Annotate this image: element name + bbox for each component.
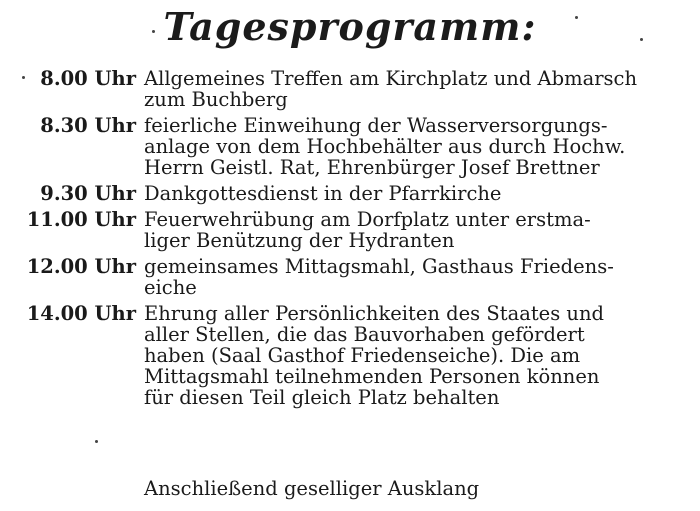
entry-line: liger Benützung der Hydranten <box>144 229 455 252</box>
entry-line: Allgemeines Treffen am Kirchplatz und Abmarsch <box>144 67 638 90</box>
print-speck <box>152 30 155 33</box>
entry-line: Herrn Geistl. Rat, Ehrenbürger Josef Brettner <box>144 156 600 179</box>
program-entries <box>14 68 694 413</box>
program-entry <box>14 303 694 408</box>
closing-line: Anschließend geselliger Ausklang <box>144 477 480 500</box>
entry-time: 11.00 Uhr <box>26 208 136 231</box>
print-speck <box>95 440 98 443</box>
entry-time: 14.00 Uhr <box>26 302 136 325</box>
entry-line: aller Stellen, die das Bauvorhaben gefördert <box>144 323 585 346</box>
entry-line: feierliche Einweihung der Wasserversorgungs- <box>144 114 608 137</box>
entry-time: 12.00 Uhr <box>26 255 136 278</box>
entry-line: Ehrung aller Persönlichkeiten des Staates und <box>144 302 605 325</box>
entry-line: haben (Saal Gasthof Friedenseiche). Die am <box>144 344 581 367</box>
program-entry <box>14 183 694 204</box>
program-entry <box>14 68 694 110</box>
entry-line: Dankgottesdienst in der Pfarrkirche <box>144 182 502 205</box>
entry-description <box>144 68 694 110</box>
program-entry <box>14 209 694 251</box>
program-entry <box>14 115 694 178</box>
entry-time: 8.00 Uhr <box>40 67 136 90</box>
program-title: Tagesprogramm: <box>163 4 537 49</box>
program-entry <box>14 256 694 298</box>
entry-time: 9.30 Uhr <box>40 182 136 205</box>
entry-line: zum Buchberg <box>144 88 288 111</box>
entry-description <box>144 209 694 251</box>
print-speck <box>575 16 578 19</box>
entry-line: für diesen Teil gleich Platz behalten <box>144 386 500 409</box>
print-speck <box>22 76 25 79</box>
entry-description <box>144 115 694 178</box>
entry-line: anlage von dem Hochbehälter aus durch Hochw. <box>144 135 626 158</box>
entry-description <box>144 256 694 298</box>
entry-line: Mittagsmahl teilnehmenden Personen können <box>144 365 600 388</box>
print-speck <box>640 38 643 41</box>
entry-time: 8.30 Uhr <box>40 114 136 137</box>
entry-description <box>144 183 694 204</box>
entry-line: Feuerwehrübung am Dorfplatz unter erstma- <box>144 208 591 231</box>
entry-description <box>144 303 694 408</box>
entry-line: gemeinsames Mittagsmahl, Gasthaus Friedens- <box>144 255 614 278</box>
entry-line: eiche <box>144 276 197 299</box>
